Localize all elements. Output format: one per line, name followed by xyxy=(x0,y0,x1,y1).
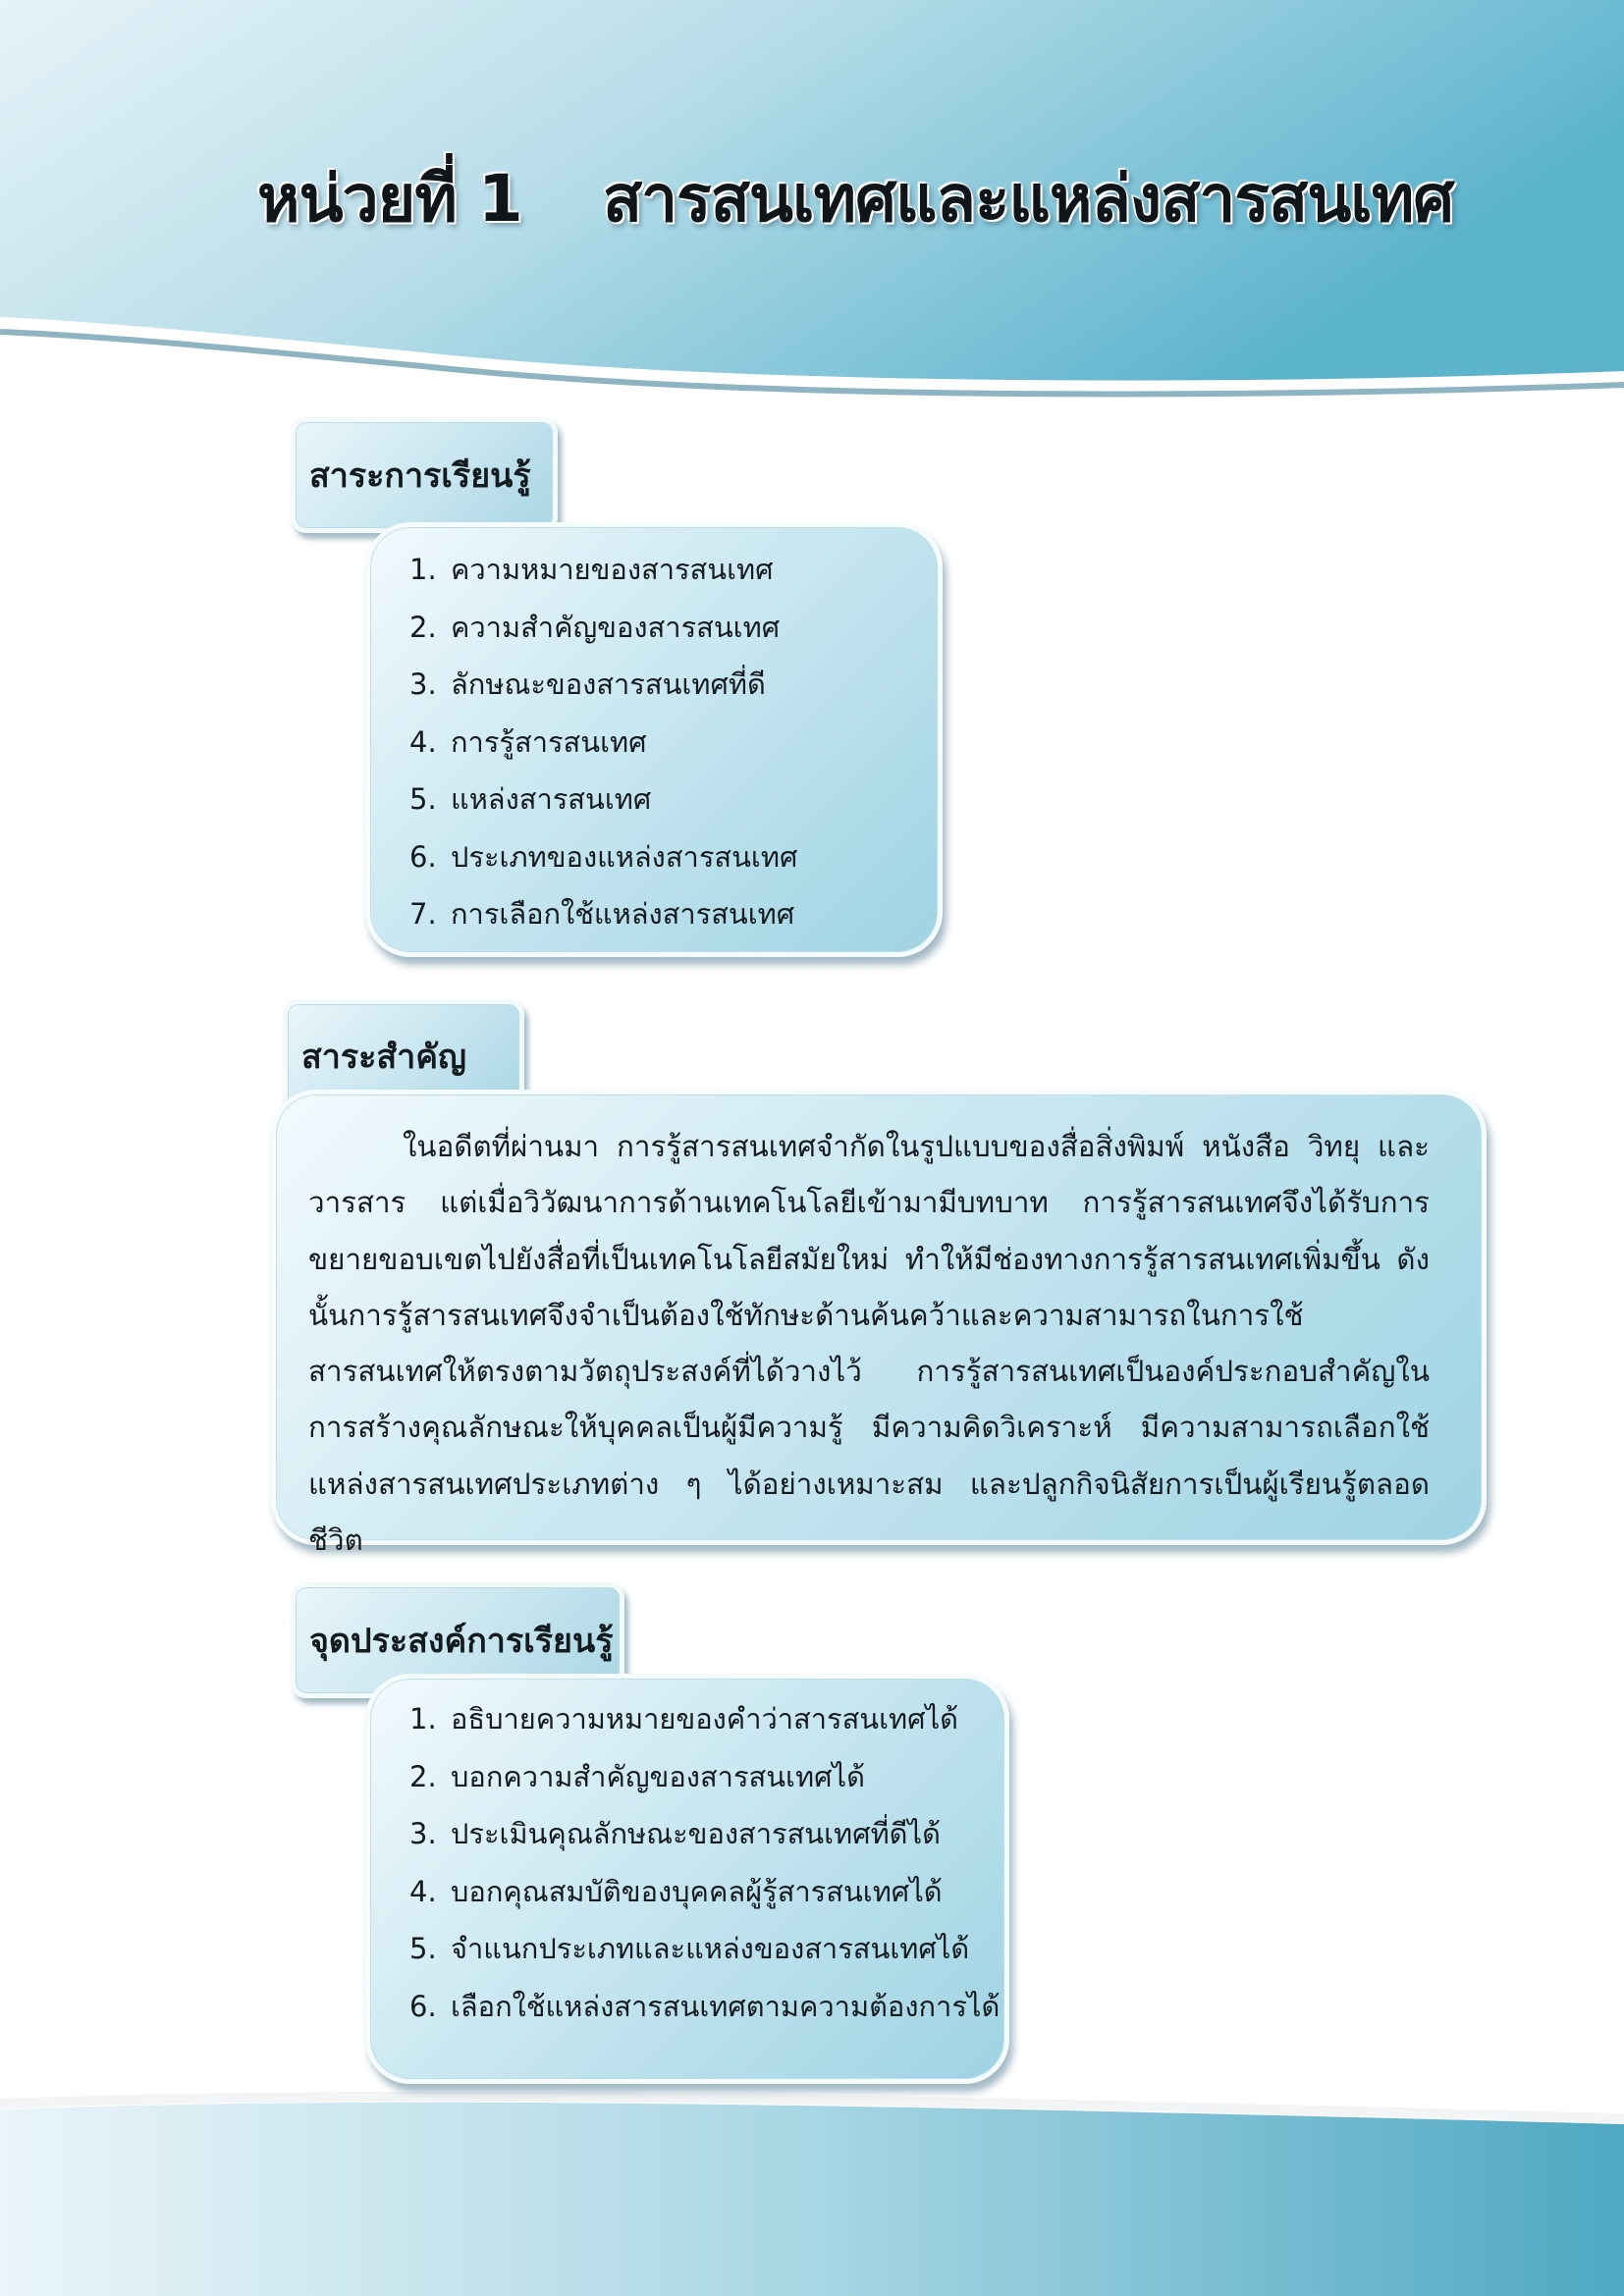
list-item xyxy=(409,1690,1000,1748)
list-item-number: 6. xyxy=(409,1989,437,2023)
list-item-number: 5. xyxy=(409,782,437,816)
list-item-text: จำแนกประเภทและแหล่งของสารสนเทศได้ xyxy=(451,1932,970,1965)
list-item-text: แหล่งสารสนเทศ xyxy=(451,782,652,816)
list-item xyxy=(409,1920,1000,1978)
list-item-number: 1. xyxy=(409,1702,437,1735)
learning-content-heading xyxy=(291,417,558,533)
list-item-text: การเลือกใช้แหล่งสารสนเทศ xyxy=(451,897,795,931)
footer-wave-background xyxy=(0,2080,1624,2296)
unit-label: หน่วยที่ xyxy=(257,161,457,237)
list-item-number: 7. xyxy=(409,897,437,931)
objectives-box xyxy=(365,1674,1009,2084)
list-item-number: 6. xyxy=(409,839,437,874)
list-item xyxy=(409,771,797,828)
list-item xyxy=(409,541,797,599)
list-item xyxy=(409,1863,1000,1921)
list-item-text: อธิบายความหมายของคำว่าสารสนเทศได้ xyxy=(451,1702,958,1735)
list-item xyxy=(409,714,797,772)
list-item-number: 4. xyxy=(409,724,437,759)
list-item-number: 2. xyxy=(409,610,437,644)
list-item xyxy=(409,1978,1000,2036)
list-item-text: ลักษณะของสารสนเทศที่ดี xyxy=(451,667,766,701)
list-item-text: การรู้สารสนเทศ xyxy=(451,724,647,759)
list-item-text: ความสำคัญของสารสนเทศ xyxy=(451,610,781,644)
list-item-number: 2. xyxy=(409,1759,437,1793)
list-item xyxy=(409,656,797,714)
list-item-text: ประเมินคุณลักษณะของสารสนเทศที่ดีได้ xyxy=(451,1817,941,1850)
list-item-number: 3. xyxy=(409,1817,437,1850)
learning-content-list xyxy=(409,541,797,943)
objectives-heading-label: จุดประสงค์การเรียนรู้ xyxy=(309,1622,614,1661)
learning-content-heading-label: สาระการเรียนรู้ xyxy=(309,456,531,496)
list-item-number: 5. xyxy=(409,1932,437,1965)
list-item-number: 1. xyxy=(409,553,437,586)
key-concept-paragraph: ในอดีตที่ผ่านมา การรู้สารสนเทศจำกัดในรูปแบบของสื่อสิ่งพิมพ์ หนังสือ วิทยุ และวารสาร แต่เมื่อวิวัฒนาการด้านเทคโนโลยีเข้ามามีบทบาท การรู้สารสนเทศจึงได้รับการขยายขอบเขตไปยังสื่อที่เป็นเทคโนโลยีสมัยใหม่ ทำให้มีช่องทางการรู้สารสนเทศเพิ่มขึ้น ดังนั้นการรู้สารสนเทศจึงจำเป็นต้องใช้ทักษะด้านค้นคว้าและความสามารถในการใช้สารสนเทศให้ตรงตามวัตถุประสงค์ที่ได้วางไว้ การรู้สารสนเทศเป็นองค์ประกอบสำคัญในการสร้างคุณลักษณะให้บุคคลเป็นผู้มีความรู้ มีความคิดวิเคราะห์ มีความสามารถเลือกใช้แหล่งสารสนเทศประเภทต่าง ๆ ได้อย่างเหมาะสม และปลูกกิจนิสัยการเป็นผู้เรียนรู้ตลอดชีวิต xyxy=(308,1130,1430,1558)
list-item-number: 3. xyxy=(409,667,437,701)
list-item-text: เลือกใช้แหล่งสารสนเทศตามความต้องการได้ xyxy=(451,1989,1001,2023)
list-item-text: บอกความสำคัญของสารสนเทศได้ xyxy=(451,1759,865,1793)
list-item-text: ประเภทของแหล่งสารสนเทศ xyxy=(451,839,798,874)
key-concept-heading-label: สาระสำคัญ xyxy=(301,1038,466,1077)
list-item xyxy=(409,599,797,657)
list-item-number: 4. xyxy=(409,1874,437,1908)
unit-number: 1 xyxy=(477,161,522,237)
learning-content-box xyxy=(365,522,943,957)
list-item-text: ความหมายของสารสนเทศ xyxy=(451,553,774,586)
unit-title xyxy=(257,147,1534,250)
list-item-text: บอกคุณสมบัติของบุคคลผู้รู้สารสนเทศได้ xyxy=(451,1874,943,1908)
objectives-list xyxy=(409,1690,1000,2035)
unit-title-text: สารสนเทศและแหล่งสารสนเทศ xyxy=(602,161,1454,237)
list-item xyxy=(409,1748,1000,1806)
list-item xyxy=(409,1805,1000,1863)
list-item xyxy=(409,828,797,886)
list-item xyxy=(409,885,797,943)
